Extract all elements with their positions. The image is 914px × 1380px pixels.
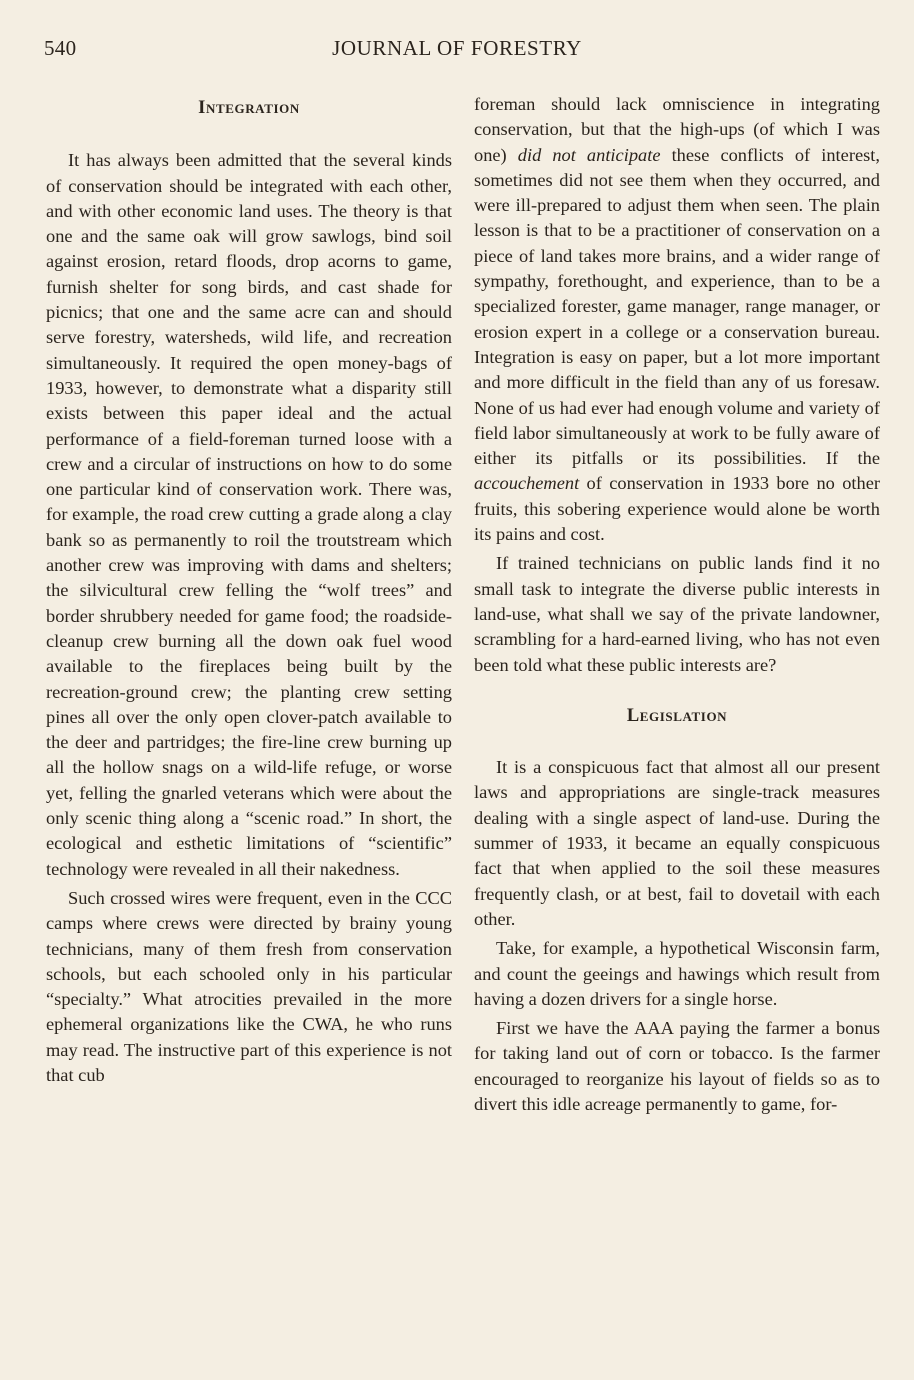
text-run: these conflicts of interest, sometimes did not see them when they occurred, and were ill-prepared to adjust them when seen. The plain lesson is that to be a practitioner of conservation on a piece of land takes more brains, and a wider range of sympathy, forethought, and experience, than to be a specialized forester, game manager, range manager, or erosion expert in a college or a conservation bureau. Integration is easy on paper, but a lot more important and more difficult in the field than any of us foresaw. None of us had ever had enough volume and variety of field labor simultaneously at work to be fully aware of either its pitfalls or its possibilities. If the bbox=[474, 144, 880, 469]
text-run: of conservation in 1933 bore no other fruits, this sobering experience would alone be worth its pains and cost. bbox=[474, 473, 880, 545]
page-number: 540 bbox=[44, 36, 77, 60]
paragraph: It is a conspicuous fact that almost all our present laws and appropriations are single-track measures dealing with a single aspect of land-use. During the summer of 1933, it became an equally conspicuous fact that when applied to the soil these measures frequently clash, or at best, fail to dovetail with each other. bbox=[474, 757, 880, 929]
italic-emphasis: accouchement bbox=[474, 473, 580, 494]
paragraph: Such crossed wires were frequent, even in the CCC camps where crews were directed by brainy young technicians, many of them fresh from conservation schools, but each schooled only in his particular “specialty.” What atrocities prevailed in the more ephemeral organizations like the CWA, he who runs may read. The instructive part of this experience is not that cub bbox=[46, 887, 452, 1085]
paragraph: Take, for example, a hypothetical Wisconsin farm, and count the geeings and hawings which result from having a dozen drivers for a single horse. bbox=[474, 938, 880, 1009]
journal-title: JOURNAL OF FORESTRY bbox=[332, 36, 582, 60]
paragraph: First we have the AAA paying the farmer a bonus for taking land out of corn or tobacco. Is the farmer encouraged to reorganize his layout of fields so as to divert this idle acreage permanently to game, for- bbox=[474, 1018, 880, 1114]
page-header bbox=[44, 36, 870, 66]
right-column bbox=[474, 92, 880, 1117]
section-heading-integration: Integration bbox=[198, 98, 300, 118]
paragraph: It has always been admitted that the several kinds of conservation should be integrated with each other, and with other economic land uses. The theory is that one and the same oak will grow sawlogs, bind soil against erosion, retard floods, drop acorns to game, furnish shelter for song birds, and cast shade for picnics; that one and the same acre can and should serve forestry, watersheds, wild life, and recreation simultaneously. It required the open money-bags of 1933, however, to demonstrate what a disparity still exists between this paper ideal and the actual performance of a field-foreman turned loose with a crew and a circular of instructions on how to do some one particular kind of conservation work. There was, for example, the road crew cutting a grade along a clay bank so as permanently to roil the troutstream which another crew was improving with dams and shelters; the silvicultural crew felling the “wolf trees” and border shrubbery needed for game food; the roadside-cleanup crew burning all the down oak fuel wood available to the fireplaces being built by the recreation-ground crew; the planting crew setting pines all over the only open clover-patch available to the deer and partridges; the fire-line crew burning up all the hollow snags on a wild-life refuge, or worse yet, felling the gnarled veterans which were about the only scenic thing along a “scenic road.” In short, the ecological and esthetic limitations of “scientific” technology were revealed in all their nakedness. bbox=[46, 150, 452, 879]
continued-paragraph bbox=[474, 92, 880, 547]
italic-emphasis: did not anticipate bbox=[517, 144, 661, 165]
section-heading-legislation: Legislation bbox=[626, 705, 728, 726]
left-column bbox=[46, 92, 452, 1088]
text-run: foreman should lack omniscience in integrating conservation, but that the high-ups (of which I was one) bbox=[474, 94, 880, 165]
paragraph: If trained technicians on public lands find it no small task to integrate the diverse public interests in land-use, what shall we say of the private landowner, scrambling for a hard-earned living, who has not even been told what these public interests are? bbox=[474, 553, 880, 675]
